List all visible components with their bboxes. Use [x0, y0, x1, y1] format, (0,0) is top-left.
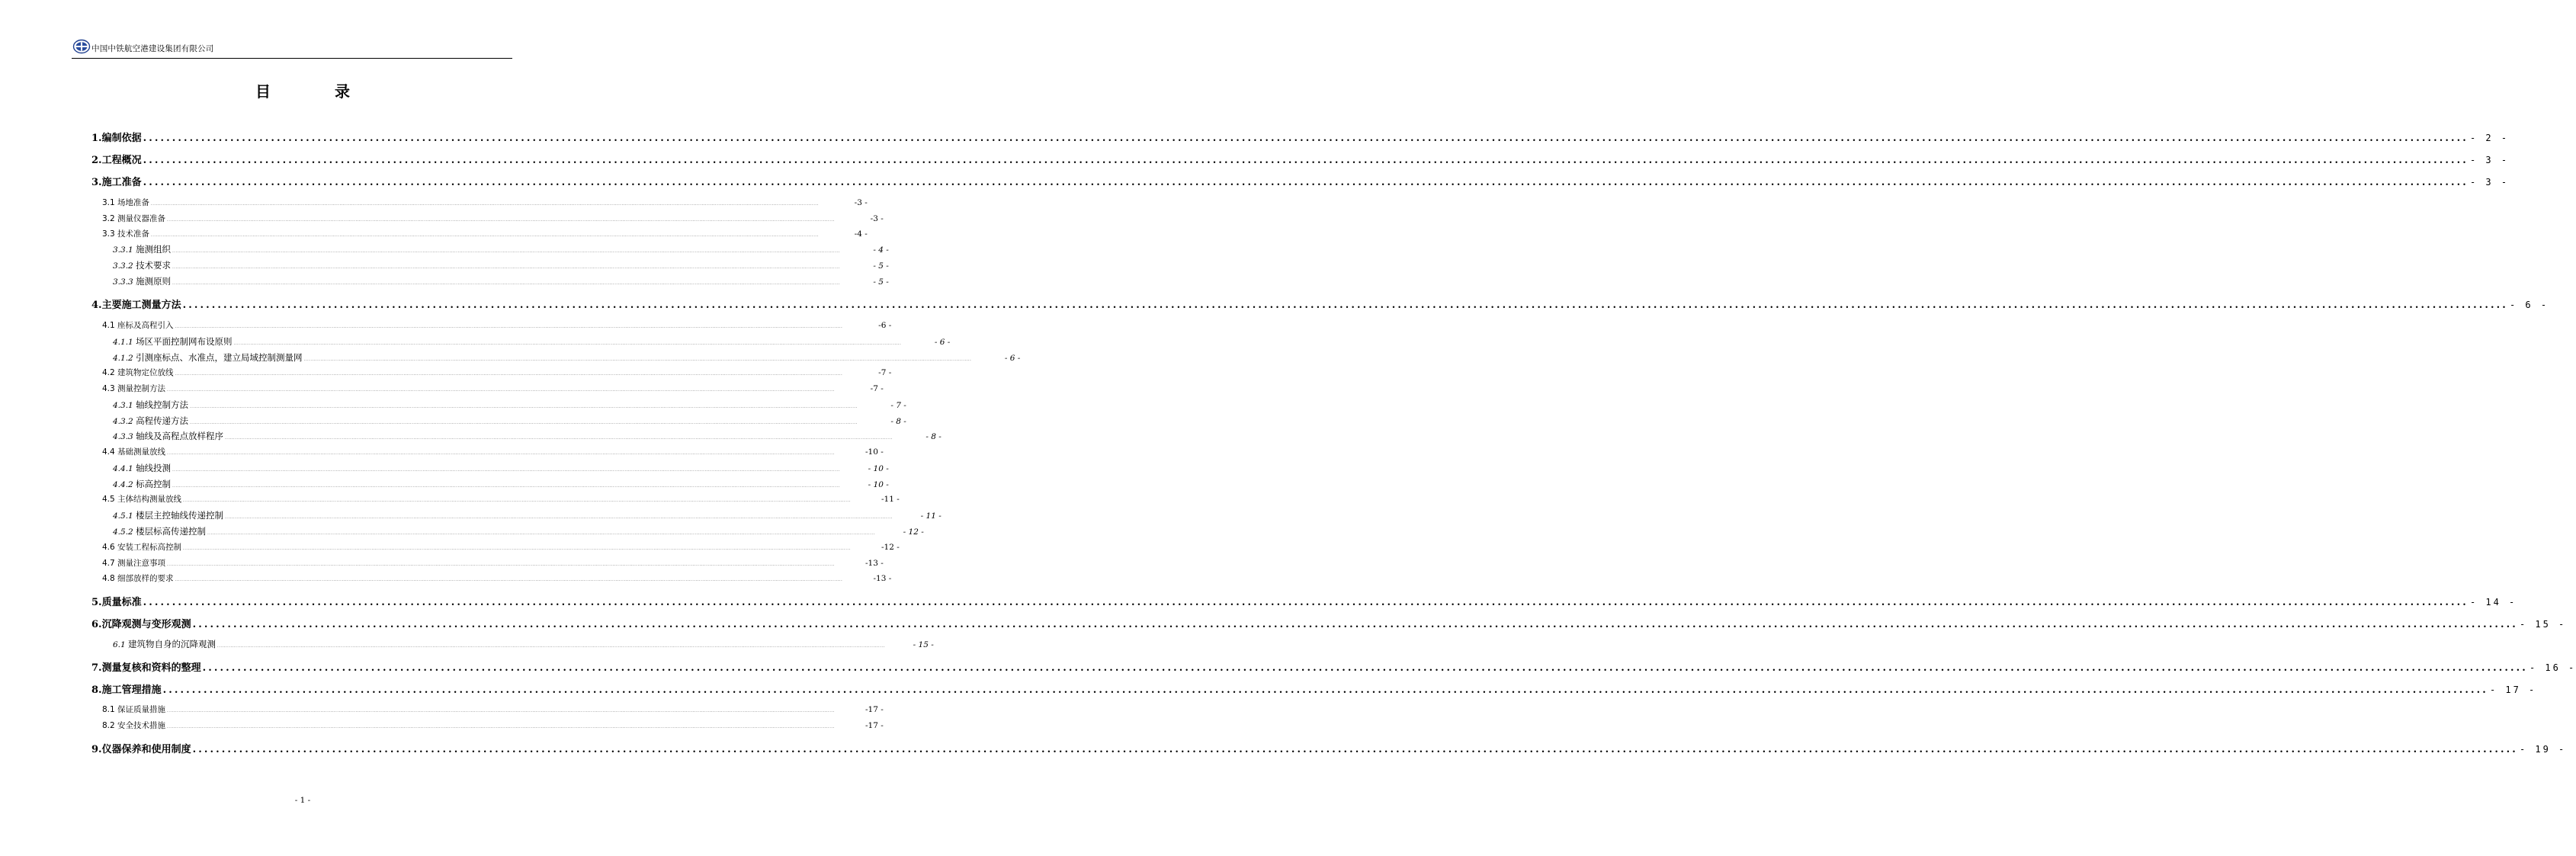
toc-entry-text: 4.5 主体结构测量放线	[102, 495, 182, 504]
toc-leader-dots: ................................................................................................................................................................................................................................................................................................................................................................................................................	[172, 468, 840, 473]
toc-entry-number: 3.3.3	[113, 277, 136, 287]
toc-entry-page: - 10 -	[868, 480, 889, 489]
toc-entry-text: 引测座标点、水准点，建立局域控制测量网	[136, 352, 303, 363]
toc-entry-text: 场区平面控制网布设原则	[136, 336, 233, 347]
toc-leader-dots: ................................................................................................................................................................................................................................................................................................................................................................................................................	[225, 436, 893, 441]
toc-entry-label	[102, 228, 149, 239]
toc-entry[interactable]	[102, 557, 884, 569]
toc-entry-label	[102, 213, 165, 224]
toc-entry-label	[91, 659, 201, 674]
toc-entry[interactable]	[91, 130, 2510, 144]
toc-entry-number: 3.3.1	[113, 245, 136, 255]
title-char-2: 录	[334, 82, 350, 101]
toc-entry-number: 4.3.3	[113, 432, 136, 441]
toc-entry[interactable]	[113, 351, 1021, 364]
toc-entry-page: - 3 -	[2469, 155, 2510, 165]
toc-entry-number: 4.3.2	[113, 417, 136, 426]
toc-entry-label	[102, 319, 174, 331]
toc-leader-dots: ................................................................................................................................................................................................................................................................................................................................................................................................................	[172, 484, 840, 489]
toc-entry-page: - 16 -	[2529, 662, 2576, 673]
toc-entry-page: - 15 -	[2519, 619, 2567, 630]
toc-entry[interactable]	[91, 681, 2537, 696]
toc-entry[interactable]	[113, 243, 889, 255]
toc-entry-text: 9.仪器保养和使用制度	[91, 744, 191, 755]
toc-leader-dots: ................................................................................................................................................................................................................................................................................................................................................................................................................	[151, 233, 819, 238]
toc-entry-text: 8.施工管理措施	[91, 684, 162, 696]
toc-leader-dots: ................................................................................................................................................................................................................................................................................................................................................................................................................	[172, 281, 840, 286]
toc-entry-label	[113, 399, 188, 411]
toc-entry-number: 4.1.2	[113, 354, 136, 363]
toc-leader-dots: ................................................................................................................................................................................................................................................................................................................................................................................................................	[167, 725, 835, 729]
toc-entry-page: -4 -	[854, 229, 868, 239]
toc-entry-label	[102, 720, 165, 731]
toc-entry-label	[91, 616, 191, 630]
toc-entry-number: 4.5.2	[113, 527, 136, 537]
toc-entry-label	[102, 446, 165, 457]
toc-entry[interactable]	[91, 659, 2576, 674]
toc-entry-text: 楼层标高传递控制	[136, 526, 207, 537]
toc-entry-page: - 6 -	[1004, 354, 1021, 363]
toc-entry-label	[102, 572, 174, 584]
toc-entry-label	[91, 152, 142, 166]
toc-entry[interactable]	[113, 509, 942, 521]
toc-entry-number: 3.3.2	[113, 261, 136, 271]
toc-entry-text: 建筑物自身的沉降观测	[128, 639, 217, 649]
toc-entry-page: - 4 -	[873, 245, 889, 255]
toc-entry-page: - 7 -	[890, 401, 906, 410]
toc-entry-page: -3 -	[854, 198, 868, 207]
toc-entry-text: 施测原则	[136, 276, 172, 287]
toc-leader-dots: ................................................................................................................................................................................................................................................................................................................................................................................................................	[143, 177, 2469, 188]
toc-leader-dots: ................................................................................................................................................................................................................................................................................................................................................................................................................	[162, 684, 2488, 696]
toc-entry-text: 4.4 基础测量放线	[102, 447, 166, 457]
toc-entry-text: 5.质量标准	[91, 597, 142, 608]
toc-entry-label	[91, 174, 142, 188]
toc-leader-dots: ................................................................................................................................................................................................................................................................................................................................................................................................................	[143, 133, 2469, 144]
toc-leader-dots: ................................................................................................................................................................................................................................................................................................................................................................................................................	[202, 662, 2528, 674]
toc-entry[interactable]	[91, 174, 2510, 188]
toc-leader-dots: ................................................................................................................................................................................................................................................................................................................................................................................................................	[192, 744, 2518, 755]
page-header	[72, 38, 512, 59]
toc-entry[interactable]	[113, 399, 906, 411]
toc-entry-label	[91, 741, 191, 755]
toc-entry-text: 4.3 测量控制方法	[102, 384, 166, 393]
toc-entry-text: 3.施工准备	[91, 177, 142, 188]
toc-entry-text: 4.2 建筑物定位放线	[102, 368, 174, 377]
toc-entry-text: 轴线控制方法	[136, 399, 189, 410]
toc-entry-text: 3.3 技术准备	[102, 229, 150, 239]
toc-entry[interactable]	[102, 493, 900, 505]
toc-entry-label	[102, 383, 165, 394]
toc-leader-dots: ................................................................................................................................................................................................................................................................................................................................................................................................................	[143, 597, 2469, 608]
toc-entry-text: 7.测量复核和资料的整理	[91, 662, 201, 674]
toc-entry-label	[113, 509, 223, 521]
toc-entry-page: -12 -	[881, 543, 900, 552]
toc-leader-dots: ................................................................................................................................................................................................................................................................................................................................................................................................................	[182, 300, 2508, 311]
toc-entry-page: - 8 -	[925, 432, 942, 441]
toc-entry[interactable]	[102, 720, 884, 731]
toc-leader-dots: ................................................................................................................................................................................................................................................................................................................................................................................................................	[172, 249, 840, 254]
toc-entry-text: 4.主要施工测量方法	[91, 300, 181, 311]
toc-entry-page: - 15 -	[913, 640, 934, 649]
toc-entry-text: 标高控制	[136, 479, 172, 489]
toc-entry[interactable]	[113, 335, 951, 348]
toc-entry[interactable]	[102, 319, 892, 331]
toc-entry-page: -17 -	[865, 721, 884, 730]
toc-entry-text: 1.编制依据	[91, 133, 142, 144]
toc-entry[interactable]	[102, 704, 884, 715]
toc-leader-dots: ................................................................................................................................................................................................................................................................................................................................................................................................................	[151, 202, 819, 207]
toc-entry[interactable]	[102, 367, 892, 378]
toc-entry-label	[102, 493, 181, 505]
toc-leader-dots: ................................................................................................................................................................................................................................................................................................................................................................................................................	[217, 644, 885, 649]
toc-leader-dots: ................................................................................................................................................................................................................................................................................................................................................................................................................	[183, 499, 851, 503]
toc-leader-dots: ................................................................................................................................................................................................................................................................................................................................................................................................................	[190, 421, 858, 425]
toc-entry[interactable]	[113, 430, 942, 442]
toc-entry-page: - 6 -	[934, 338, 951, 347]
toc-entry-page: -11 -	[881, 495, 900, 504]
toc-entry-page: - 6 -	[2509, 300, 2549, 310]
toc-entry[interactable]	[113, 275, 889, 287]
toc-entry[interactable]	[113, 415, 906, 427]
toc-entry-text: 4.1 座标及高程引入	[102, 321, 174, 330]
toc-entry-label	[113, 243, 171, 255]
page-number: - 1 -	[294, 796, 311, 805]
toc-entry[interactable]	[91, 152, 2510, 166]
toc-entry-text: 3.2 测量仪器准备	[102, 214, 166, 223]
toc-entry-page: - 5 -	[873, 261, 889, 271]
toc-entry-label	[102, 541, 181, 553]
toc-leader-dots: ................................................................................................................................................................................................................................................................................................................................................................................................................	[167, 388, 835, 393]
toc-leader-dots: ................................................................................................................................................................................................................................................................................................................................................................................................................	[167, 451, 835, 456]
toc-entry-label	[113, 259, 171, 271]
toc-leader-dots: ................................................................................................................................................................................................................................................................................................................................................................................................................	[167, 709, 835, 713]
toc-entry-text: 8.2 安全技术措施	[102, 721, 166, 730]
toc-entry-page: - 17 -	[2489, 684, 2537, 695]
toc-entry-number: 4.4.1	[113, 464, 136, 473]
toc-leader-dots: ................................................................................................................................................................................................................................................................................................................................................................................................................	[175, 325, 843, 329]
toc-entry-page: - 5 -	[873, 277, 889, 287]
toc-entry-number: 4.4.2	[113, 480, 136, 489]
toc-leader-dots: ................................................................................................................................................................................................................................................................................................................................................................................................................	[167, 563, 835, 567]
toc-entry-label	[102, 197, 149, 208]
toc-entry-number: 4.5.1	[113, 511, 136, 521]
page-title	[0, 79, 605, 101]
toc-leader-dots: ................................................................................................................................................................................................................................................................................................................................................................................................................	[233, 341, 902, 346]
toc-entry-label	[113, 462, 171, 474]
toc-entry-label	[91, 130, 142, 144]
toc-entry-number: 4.1.1	[113, 338, 136, 347]
toc-entry-label	[102, 367, 174, 378]
toc-entry-page: - 11 -	[920, 511, 942, 521]
toc-leader-dots: ................................................................................................................................................................................................................................................................................................................................................................................................................	[143, 155, 2469, 166]
toc-entry-text: 轴线投测	[136, 463, 172, 473]
toc-entry-page: -7 -	[870, 384, 884, 393]
toc-entry-label	[113, 478, 171, 490]
toc-entry-label	[102, 704, 165, 715]
toc-entry-label	[113, 351, 303, 364]
toc-entry-page: -3 -	[870, 214, 884, 223]
toc-leader-dots: ................................................................................................................................................................................................................................................................................................................................................................................................................	[303, 357, 972, 362]
toc-entry-text: 施测组织	[136, 244, 172, 255]
toc-entry[interactable]	[102, 541, 900, 553]
toc-entry-label	[91, 594, 142, 608]
toc-entry[interactable]	[113, 462, 889, 474]
toc-entry[interactable]	[91, 297, 2549, 311]
toc-entry[interactable]	[113, 478, 889, 490]
toc-entry-page: -17 -	[865, 705, 884, 714]
toc-entry-label	[102, 557, 165, 569]
toc-entry-text: 2.工程概况	[91, 155, 142, 166]
toc-entry-label	[113, 638, 216, 650]
toc-entry-label	[113, 415, 188, 427]
toc-entry-page: -13 -	[873, 574, 892, 583]
toc-entry[interactable]	[91, 741, 2567, 755]
toc-leader-dots: ................................................................................................................................................................................................................................................................................................................................................................................................................	[190, 405, 858, 409]
toc-entry-text: 技术要求	[136, 260, 172, 271]
toc-entry-text: 轴线及高程点放样程序	[136, 431, 224, 441]
toc-entry-label	[113, 525, 206, 537]
toc-leader-dots: ................................................................................................................................................................................................................................................................................................................................................................................................................	[167, 218, 835, 223]
toc-entry[interactable]	[102, 197, 868, 208]
toc-leader-dots: ................................................................................................................................................................................................................................................................................................................................................................................................................	[207, 531, 875, 536]
toc-entry-page: -6 -	[878, 321, 892, 330]
company-logo-icon	[73, 40, 90, 53]
toc-entry[interactable]	[113, 525, 924, 537]
toc-leader-dots: ................................................................................................................................................................................................................................................................................................................................................................................................................	[183, 547, 851, 551]
toc-entry-page: - 2 -	[2469, 133, 2510, 143]
toc-entry-page: - 12 -	[903, 527, 924, 537]
toc-entry[interactable]	[113, 259, 889, 271]
toc-leader-dots: ................................................................................................................................................................................................................................................................................................................................................................................................................	[172, 265, 840, 270]
toc-entry-page: - 8 -	[890, 417, 906, 426]
toc-leader-dots: ................................................................................................................................................................................................................................................................................................................................................................................................................	[175, 372, 843, 377]
toc-entry-page: - 10 -	[868, 464, 889, 473]
toc-entry-label	[91, 297, 181, 311]
toc-entry-text: 4.7 测量注意事项	[102, 559, 166, 568]
toc-entry[interactable]	[91, 594, 2517, 608]
toc-entry-text: 3.1 场地准备	[102, 198, 150, 207]
toc-entry-page: - 14 -	[2469, 597, 2517, 608]
toc-entry-page: -10 -	[865, 447, 884, 457]
toc-entry[interactable]	[113, 638, 934, 650]
toc-entry[interactable]	[102, 446, 884, 457]
toc-entry-label	[113, 335, 233, 348]
toc-leader-dots: ................................................................................................................................................................................................................................................................................................................................................................................................................	[192, 619, 2518, 630]
toc-entry-label	[113, 275, 171, 287]
toc-entry[interactable]	[102, 572, 892, 584]
toc-entry[interactable]	[102, 383, 884, 394]
toc-entry-text: 高程传递方法	[136, 415, 189, 426]
toc-entry-label	[113, 430, 223, 442]
toc-entry-text: 8.1 保证质量措施	[102, 705, 166, 714]
toc-entry-page: -13 -	[865, 559, 884, 568]
toc-entry[interactable]	[102, 213, 884, 224]
toc-entry-number: 6.1	[113, 640, 129, 649]
toc-entry-number: 4.3.1	[113, 401, 136, 410]
toc-entry-text: 6.沉降观测与变形观测	[91, 619, 191, 630]
toc-entry-page: - 3 -	[2469, 177, 2510, 188]
toc-entry[interactable]	[91, 616, 2567, 630]
title-char-1: 目	[255, 82, 271, 101]
toc-leader-dots: ................................................................................................................................................................................................................................................................................................................................................................................................................	[225, 515, 893, 520]
toc-entry-page: -7 -	[878, 368, 892, 377]
company-name: 中国中铁航空港建设集团有限公司	[91, 44, 214, 53]
toc-entry[interactable]	[102, 228, 868, 239]
toc-entry-label	[91, 681, 162, 696]
toc-leader-dots: ................................................................................................................................................................................................................................................................................................................................................................................................................	[175, 578, 843, 582]
toc-entry-text: 4.8 细部放样的要求	[102, 574, 174, 583]
toc-entry-page: - 19 -	[2519, 744, 2567, 755]
toc-entry-text: 4.6 安装工程标高控制	[102, 543, 182, 552]
toc-entry-text: 楼层主控轴线传递控制	[136, 510, 224, 521]
